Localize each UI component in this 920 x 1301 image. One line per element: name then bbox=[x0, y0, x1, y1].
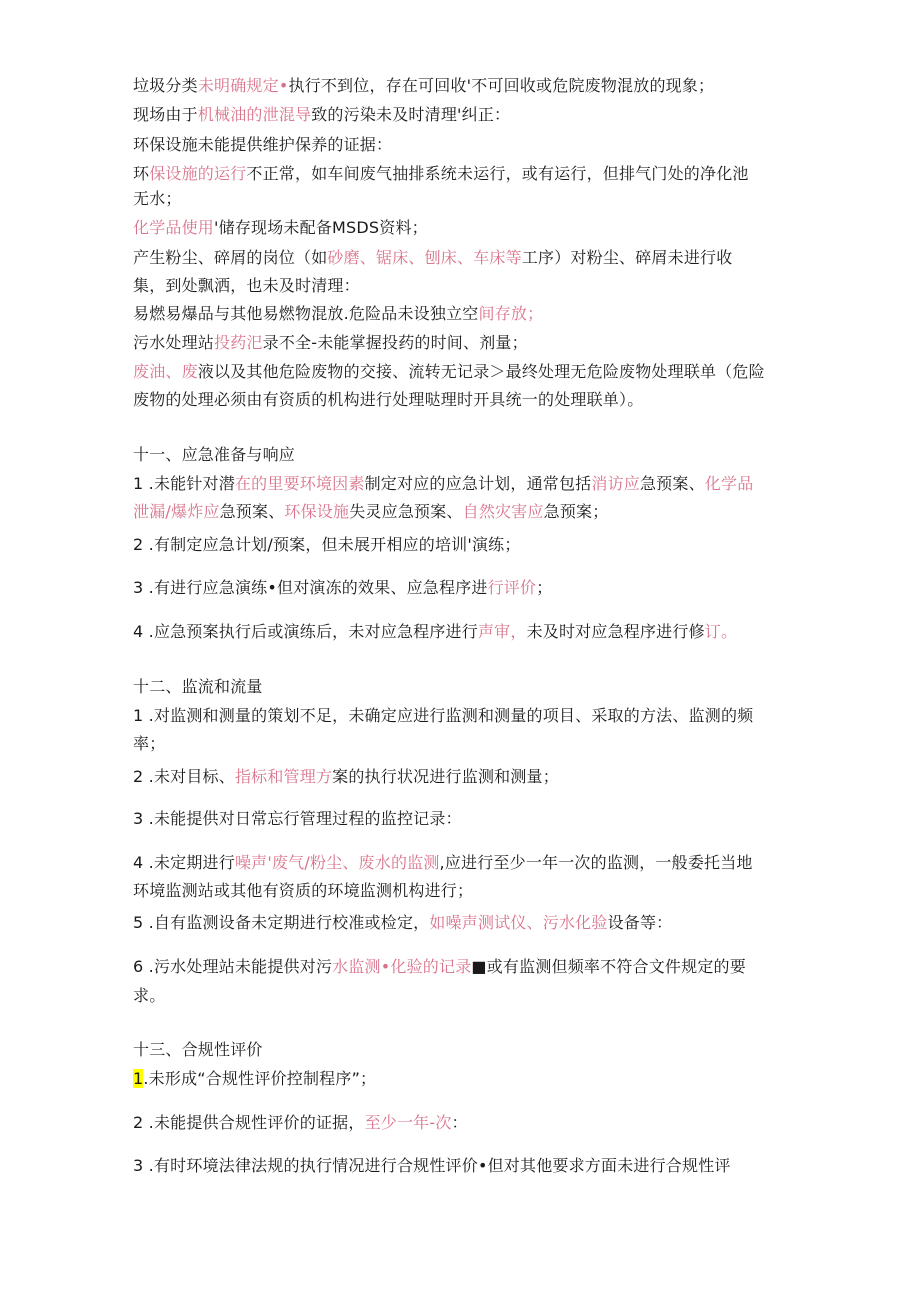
text-segment: ： bbox=[451, 1113, 468, 1132]
text-segment: 污水处理站 bbox=[133, 333, 215, 352]
text-line bbox=[133, 189, 182, 209]
text-segment: 致的污染未及时清理'纠正： bbox=[311, 105, 511, 124]
highlighted-text: 指标和管理方 bbox=[234, 767, 333, 786]
highlighted-text: 泄漏/爆炸应 bbox=[133, 502, 220, 521]
highlighted-text: 行评价 bbox=[487, 578, 537, 597]
text-segment: 3 .未能提供对日常忘行管理过程的监控记录： bbox=[133, 809, 462, 828]
highlighted-text: 间存放； bbox=[478, 304, 544, 323]
text-segment: ,应进行至少一年一次的监测，一般委托当地 bbox=[439, 853, 753, 872]
highlighted-text: 化学品使用 bbox=[133, 218, 215, 237]
text-line bbox=[133, 304, 543, 324]
highlighted-text: 声审， bbox=[477, 622, 527, 641]
text-segment: 录不全-未能掌握投药的时间、剂量； bbox=[262, 333, 528, 352]
text-segment: ■或有监测但频率不符合文件规定的要 bbox=[471, 957, 746, 976]
highlighted-text: 投药汜 bbox=[214, 333, 263, 352]
list-item bbox=[133, 957, 746, 977]
text-segment: 3 .有时环境法律法规的执行情况进行合规性评价•但对其他要求方面未进行合规性评 bbox=[133, 1156, 731, 1175]
text-segment: 无水； bbox=[133, 189, 182, 208]
heading-text: 十一、应急准备与响应 bbox=[133, 445, 296, 464]
list-item bbox=[133, 535, 521, 555]
text-segment: 4 .未定期进行 bbox=[133, 853, 235, 872]
highlighted-text: 保设施的运行 bbox=[149, 164, 247, 183]
highlighted-text: 未明确规定• bbox=[197, 76, 289, 95]
text-line bbox=[133, 986, 165, 1006]
text-segment: 现场由于 bbox=[133, 105, 198, 124]
list-item bbox=[133, 853, 753, 873]
highlighted-text: 至少一年-次 bbox=[364, 1113, 452, 1132]
text-segment: 1 .对监测和测量的策划不足，未确定应进行监测和测量的项目、采取的方法、监测的频 bbox=[133, 706, 754, 725]
text-line bbox=[133, 135, 392, 155]
text-segment: .未形成“合规性评价控制程序”； bbox=[143, 1069, 377, 1088]
text-segment: 废物的处理必须由有资质的机构进行处理哒理时开具统一的处理联单）。 bbox=[133, 390, 644, 409]
text-segment: 易燃易爆品与其他易燃物混放.危险品未设独立空 bbox=[133, 304, 479, 323]
text-segment: 急预案、 bbox=[219, 502, 285, 521]
text-line bbox=[133, 362, 765, 382]
highlighted-text: 订。 bbox=[704, 622, 738, 641]
highlighted-text: 如噪声测试仪、污水化验 bbox=[429, 913, 608, 932]
text-segment: 率； bbox=[133, 734, 166, 753]
text-segment: 未及时对应急程序进行修 bbox=[526, 622, 705, 641]
text-segment: 2 .有制定应急计划/预案，但未展开相应的培训'演练； bbox=[133, 535, 521, 554]
text-segment: 执行不到位，存在可回收'不可回收或危院废物混放的现象； bbox=[288, 76, 715, 95]
list-item bbox=[133, 622, 737, 642]
highlighted-text: 机械油的泄混导 bbox=[197, 105, 312, 124]
text-segment: 产生粉尘、碎屑的岗位（如 bbox=[133, 248, 328, 267]
text-segment: 设备等： bbox=[607, 913, 673, 932]
list-item bbox=[133, 1156, 731, 1176]
text-segment: 2 .未对目标、 bbox=[133, 767, 235, 786]
highlighted-text: 消访应 bbox=[591, 474, 640, 493]
list-item bbox=[133, 1113, 468, 1133]
text-segment: 制定对应的应急计划，通常包括 bbox=[364, 474, 592, 493]
text-segment: 2 .未能提供合规性评价的证据， bbox=[133, 1113, 365, 1132]
text-line bbox=[133, 76, 714, 96]
list-item bbox=[133, 809, 462, 829]
section-heading bbox=[133, 445, 295, 465]
text-segment: 1 .未能针对潜 bbox=[133, 474, 235, 493]
text-segment: 环境监测站或其他有资质的环境监测机构进行； bbox=[133, 881, 474, 900]
text-line bbox=[133, 218, 428, 238]
list-item bbox=[133, 706, 753, 726]
highlighted-text: 环保设施 bbox=[284, 502, 350, 521]
text-segment: 3 .有进行应急演练•但对演冻的效果、应急程序进 bbox=[133, 578, 488, 597]
highlighted-text: 化学品 bbox=[704, 474, 754, 493]
text-segment: 集，到处飘洒，也未及时清理： bbox=[133, 276, 360, 295]
highlighted-text: 自然灾害应 bbox=[462, 502, 544, 521]
list-item bbox=[133, 767, 559, 787]
text-segment: 6 .污水处理站未能提供对污 bbox=[133, 957, 333, 976]
section-heading bbox=[133, 677, 263, 697]
text-segment: 工序）对粉尘、碎屑未进行收 bbox=[521, 248, 733, 267]
text-segment: 环保设施未能提供维护保养的证据： bbox=[133, 135, 393, 154]
text-segment: 液以及其他危险废物的交接、流转无记录＞最终处理无危险废物处理联单（危险 bbox=[197, 362, 765, 381]
highlighted-text: 在的里要环境因素 bbox=[234, 474, 365, 493]
text-segment: 急预案、 bbox=[639, 474, 705, 493]
text-segment: 案的执行状况进行监测和测量； bbox=[332, 767, 559, 786]
highlighted-text: 噪声'废气/粉尘、废水的监测 bbox=[234, 853, 440, 872]
text-line bbox=[133, 734, 165, 754]
highlighted-text: 水监测•化验的记录 bbox=[332, 957, 472, 976]
text-segment: '储存现场未配备MSDS资料； bbox=[214, 218, 428, 237]
highlighted-text: 砂磨、锯床、刨床、车床等 bbox=[327, 248, 522, 267]
text-line bbox=[133, 248, 732, 268]
text-segment: 垃圾分类 bbox=[133, 76, 198, 95]
list-item bbox=[133, 913, 672, 933]
text-segment: 5 .自有监测设备未定期进行校准或检定， bbox=[133, 913, 430, 932]
list-item bbox=[133, 578, 552, 598]
text-segment: ； bbox=[536, 578, 553, 597]
text-segment: 求。 bbox=[133, 986, 166, 1005]
highlighted-text: 废油、废 bbox=[133, 362, 198, 381]
text-segment: 环 bbox=[133, 164, 150, 183]
list-item bbox=[133, 1069, 376, 1089]
text-line bbox=[133, 881, 473, 901]
text-line bbox=[133, 502, 608, 522]
text-line bbox=[133, 333, 528, 353]
text-line bbox=[133, 390, 643, 410]
heading-text: 十二、监流和流量 bbox=[133, 677, 263, 696]
heading-text: 十三、合规性评价 bbox=[133, 1040, 263, 1059]
text-segment: 急预案； bbox=[543, 502, 609, 521]
text-segment: 4 .应急预案执行后或演练后，未对应急程序进行 bbox=[133, 622, 478, 641]
text-segment: 失灵应急预案、 bbox=[349, 502, 463, 521]
highlight-marker: 1 bbox=[133, 1069, 144, 1088]
list-item bbox=[133, 474, 753, 494]
text-line bbox=[133, 276, 360, 296]
text-segment: 不正常，如车间废气抽排系统未运行，或有运行，但排气门处的净化池 bbox=[246, 164, 749, 183]
text-line bbox=[133, 105, 510, 125]
text-line bbox=[133, 164, 749, 184]
section-heading bbox=[133, 1040, 263, 1060]
